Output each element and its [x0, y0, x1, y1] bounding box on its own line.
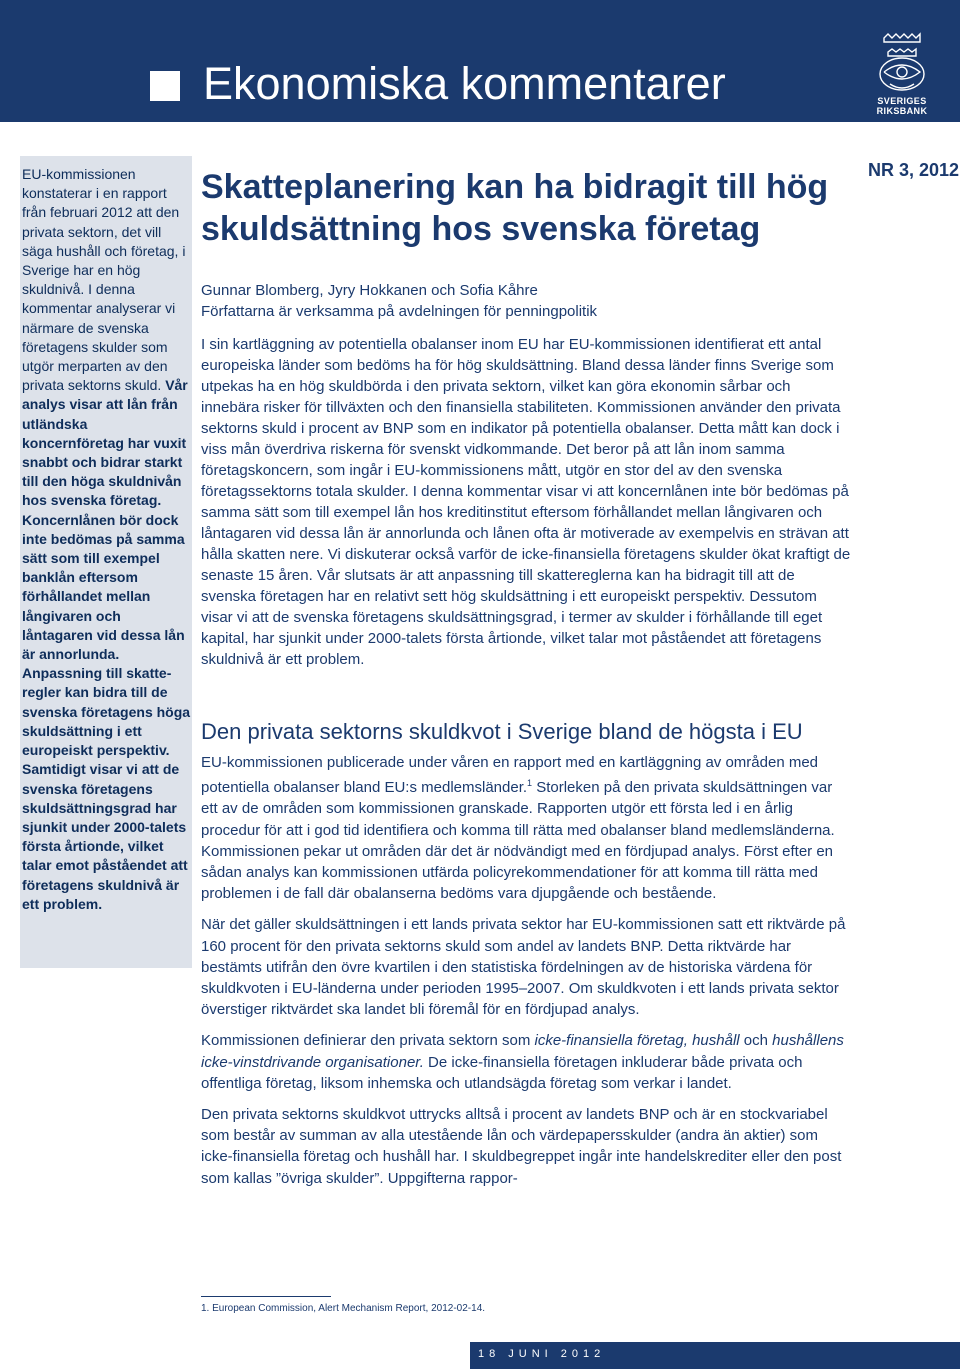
paragraph-3 [201, 1030, 851, 1094]
article-main [201, 166, 851, 1199]
footnote-reference[interactable]: 1 [527, 778, 533, 789]
article-headline: Skatteplanering kan ha bidragit till hög skuldsättning hos svenska företag [201, 168, 829, 248]
header-square-icon [150, 71, 180, 101]
paragraph-3-text-c: De icke-finansiella företagen inkluderar både privata och offentliga företag, liksom inhemska och utlandsägda företag som verkar i landet. [201, 1053, 803, 1092]
logo-text-line1: SVERIGES [877, 96, 927, 106]
date-band [470, 1342, 960, 1369]
footnote: 1. European Commission, Alert Mechanism Report, 2012-02-14. [201, 1303, 486, 1314]
summary-intro: EU-kommissionen konstaterar i en rapport från februari 2012 att den privata sektorn, det vill säga hushåll och företag, i Sverige har en hög skuldnivå. I denna kommentar analyserar vi närmare de svenska företagens skulder som utgör merparten av den privata sektorns skuld. [22, 166, 186, 394]
paragraph-3-text-a: Kommissionen definierar den privata sektorn som [201, 1032, 535, 1050]
publication-title: Ekonomiska kommentarer [203, 58, 726, 109]
riksbank-logo [870, 32, 934, 116]
authors-block [201, 280, 851, 322]
paragraph-3-text-b: och [739, 1032, 773, 1050]
publication-date: 18 JUNI 2012 [478, 1348, 606, 1360]
paragraph-3-italic-2: hushållens icke-vinstdrivande organisationer. [201, 1032, 844, 1071]
paragraph-3-italic-1: icke-finansiella företag, hushåll [534, 1032, 740, 1050]
issue-number: NR 3, 2012 [868, 160, 960, 180]
paragraph-1-text-a: EU-kommissionen publicerade under våren en rapport med en kartläggning av områden med potentiella obalanser bland EU:s medlemsländer. [201, 754, 819, 797]
authors-affiliation: Författarna är verksamma på avdelningen för penningpolitik [201, 303, 598, 320]
article-intro: I sin kartläggning av potentiella obalanser inom EU har EU-kommissionen identifierat ett antal europeiska länder som bedöms ha för hög skuldsättning. Bland dessa länder finns Sverige som utpekas ha en hög skuldbörda i den privata sektorn, vilket kan göra ekonomin sårbar och innebära risker för tillväxten och den finansiella stabiliteten. Kommissionen använder den privata sektorns skuld i procent av BNP som en indikator på potentiella obalanser. Detta mått kan dock i viss mån överdriva riskerna för svenskt vidkommande. Det beror på att lån inom samma företagskoncern, som ingår i EU-kommissionens mått, utgör en stor del av den svenska företagssektorns totala skulder. I denna kommentar visar vi att koncernlånen inte bör bedömas på samma sätt som till exempel lån hos kreditinstitut eftersom förhållandet mellan långivaren och låntagaren vid dessa lån är annorlunda och lånen ofta är motiverade av exempelvis en strävan att hålla skatten nere. Vi diskuterar också varför de icke-finansiella företagens skulder ökat kraftigt de senaste 15 åren. Vår slutsats är att anpassning till skattereglerna kan ha bidragit till att de svenska företagen har en relativt sett hög skuldsättning i ett europeiskt perspektiv. Dessutom visar vi att de svenska företagens skuldsättningsgrad, i termer av skulder i förhållande till eget kapital, har sjunkit under 2000-talets första årtionde, vilket talar mot påståendet att företagens skuldnivå är ett problem. [201, 336, 851, 668]
footnote-divider [201, 1296, 331, 1297]
header-band [0, 0, 960, 122]
paragraph-4: Den privata sektorns skuldkvot uttrycks alltså i procent av landets BNP och är en stockvariabel som består av summan av alla utestående lån och värdepapersskulder (andra än aktier) som icke-finansiella företag och hushåll har. I skuldbegreppet ingår inte handelskrediter eller den post som kallas ”övriga skulder”. Uppgifterna rappor- [201, 1106, 842, 1187]
section-heading: Den privata sektorns skuldkvot i Sverige bland de högsta i EU [201, 719, 803, 744]
logo-text-line2: RIKSBANK [876, 106, 928, 116]
crown-emblem-icon [870, 32, 934, 94]
paragraph-1 [201, 752, 851, 904]
paragraph-2: När det gäller skuldsättningen i ett lands privata sektor har EU-kommissionen satt ett riktvärde på 160 procent för den privata sektorns skuld som andel av landets BNP. Detta riktvärde har bestämts utifrån den övre kvartilen i den statistiska fördelningen av de historiska värdena för skuldkvoten i EU-länderna under perioden 1995–2007. Om skuldkvoten i ett lands privata sektor överstiger riktvärdet ska landet bli föremål för en fördjupad analys. [201, 916, 846, 1019]
authors-names: Gunnar Blomberg, Jyry Hokkanen och Sofia Kåhre [201, 282, 538, 299]
summary-findings: Vår analys visar att lån från utländska koncernföretag har vuxit snabbt och bidrar starkt till den höga skuldnivån hos svenska företag. Koncernlånen bör dock inte bedömas på samma sätt som till exempel banklån eftersom förhållandet mellan långivaren och låntagaren vid dessa lån är annorlunda. Anpassning till skatteregler kan bidra till de svenska företagens höga skuldsättning i ett europeiskt perspektiv. Samtidigt visar vi att de svenska företagens skuldsättningsgrad har sjunkit under 2000-talets första årtionde, vilket talar emot påståendet att företagens skuldnivå är ett problem. [22, 377, 191, 912]
paragraph-1-text-b: Storleken på den privata skuldsättningen var ett av de områden som kommissionen granskade. Rapporten utgör ett första led i en årlig procedur för att i god tid identifiera och komma till rätta med obalanser bland medlemsländerna. Kommissionen pekar ut områden där det är nödvändigt med en fördjupad analys. Först efter en sådan analys kan kommissionen utfärda policyrekommendationer för att komma till rätta med problemen i de fall där obalanserna bedöms vara djupgående och bestående. [201, 779, 835, 903]
summary-sidebar [20, 156, 192, 968]
